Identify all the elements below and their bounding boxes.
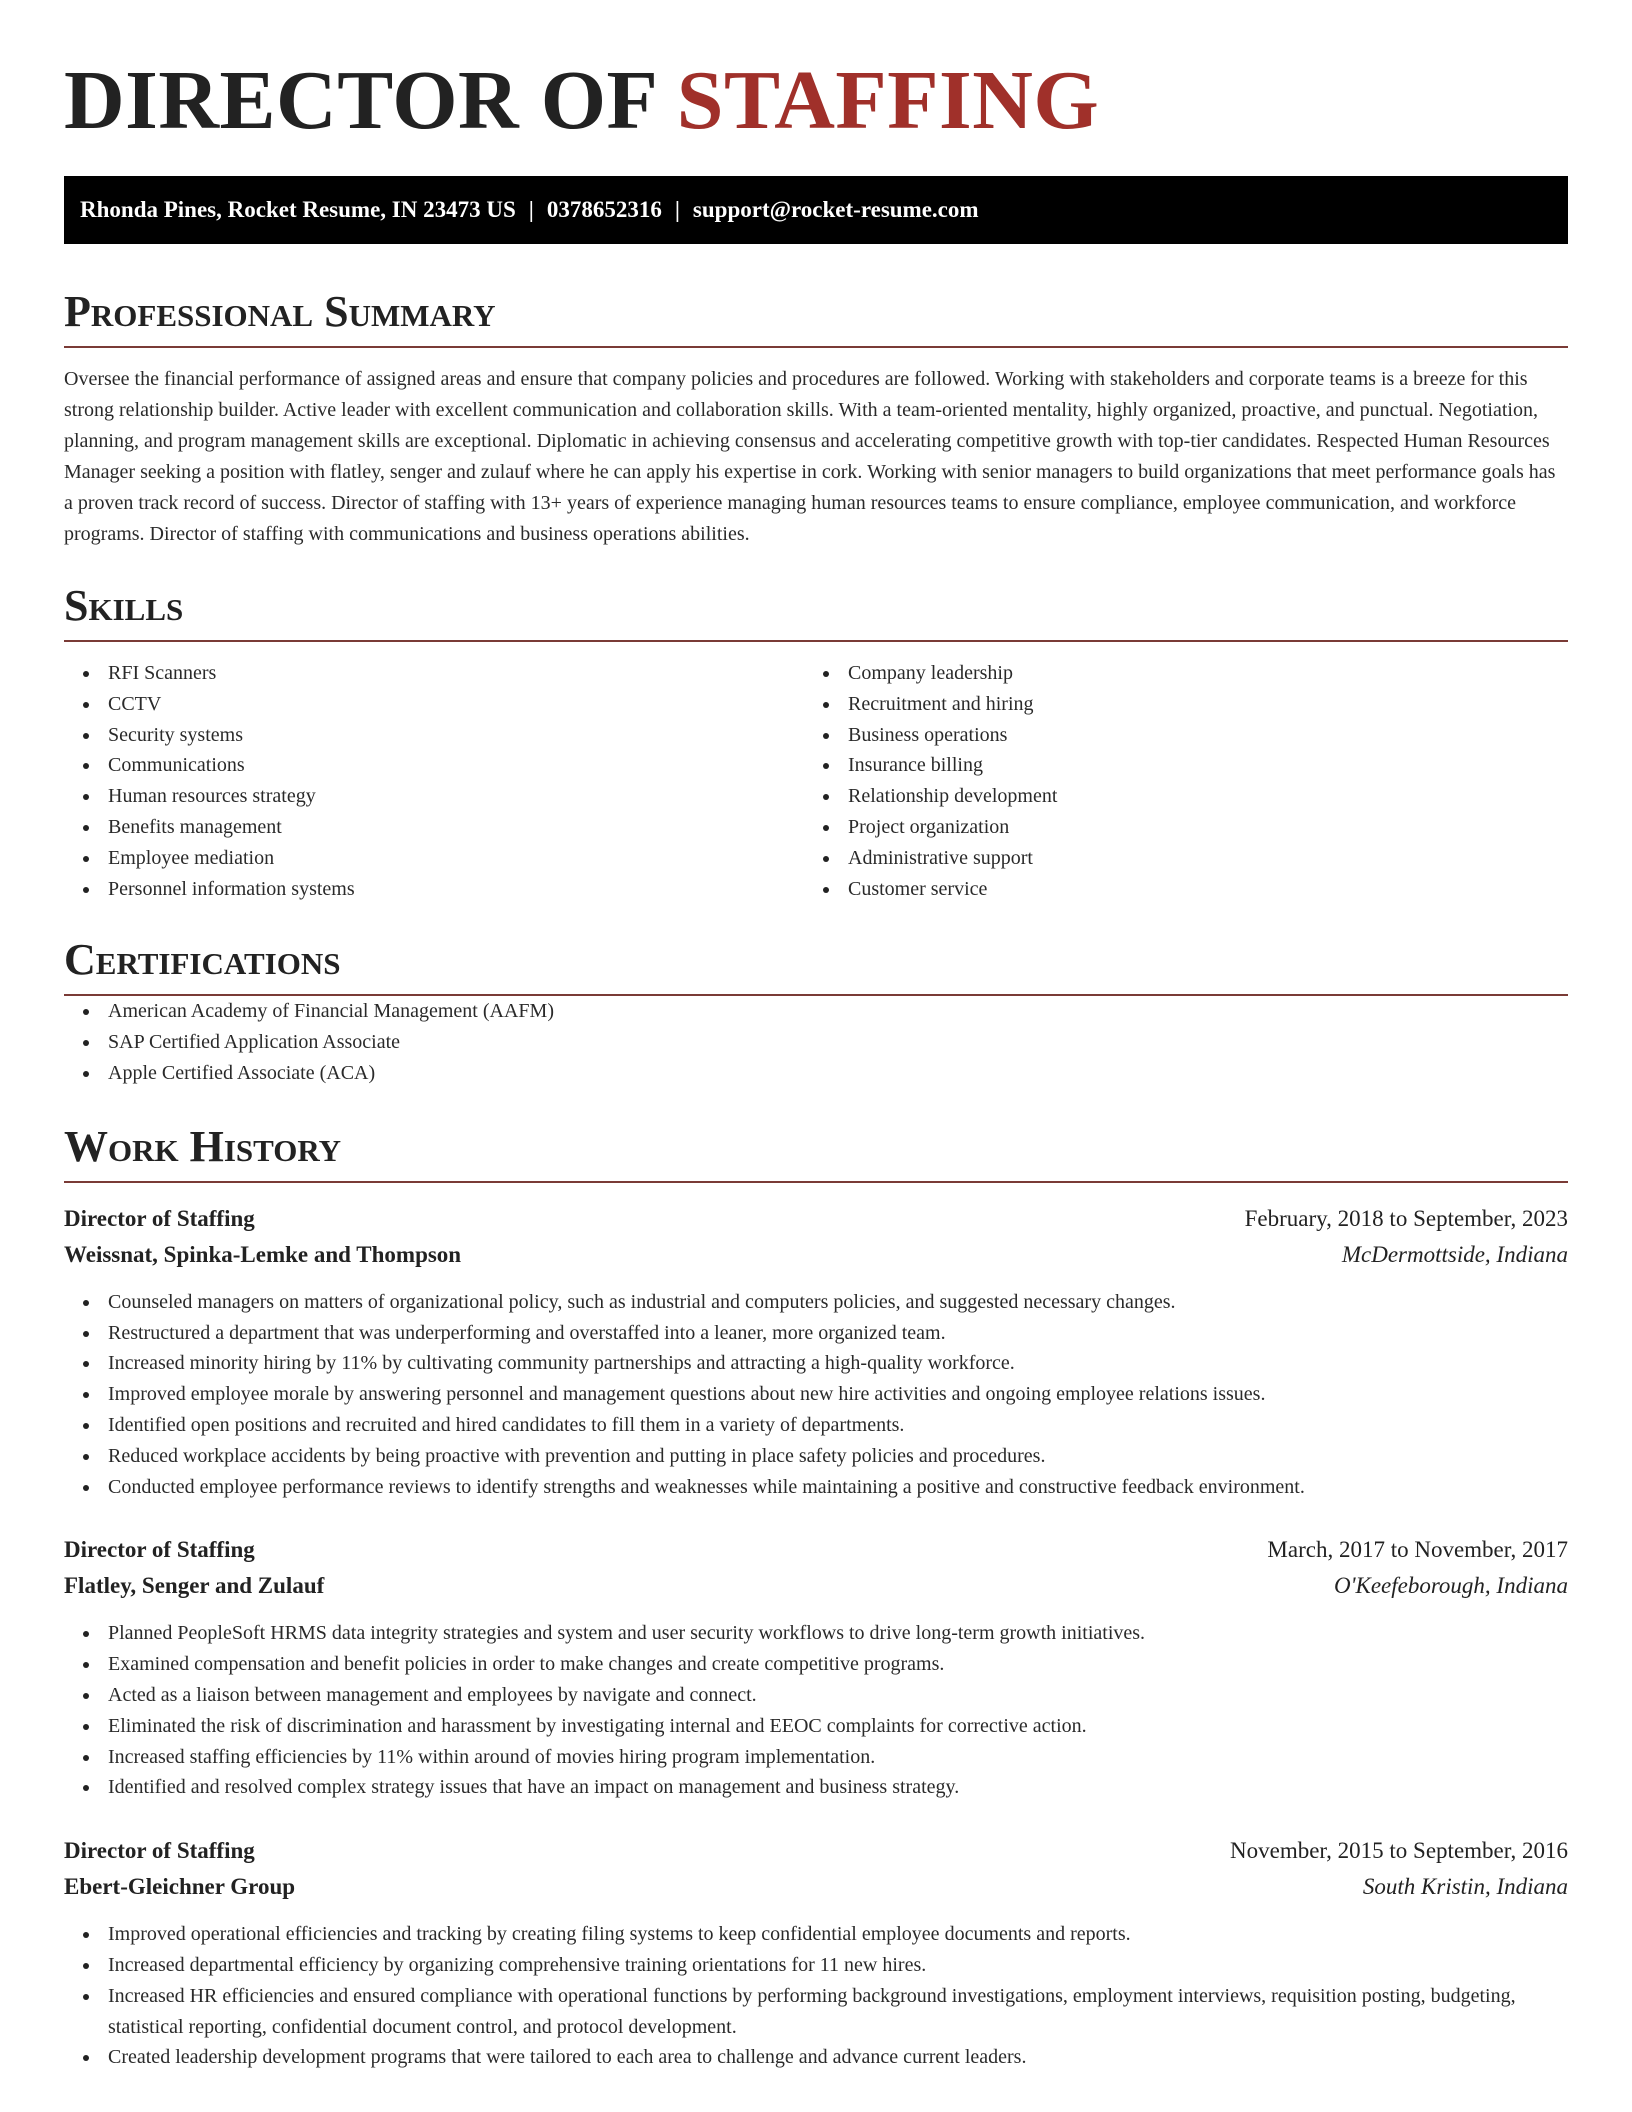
job-company: Flatley, Senger and Zulauf [64, 1573, 325, 1599]
contact-separator: | [674, 197, 680, 222]
skill-item: RFI Scanners [64, 658, 804, 689]
skill-item: Recruitment and hiring [804, 689, 1544, 720]
skill-item: Company leadership [804, 658, 1544, 689]
job-dates: February, 2018 to September, 2023 [1244, 1205, 1568, 1231]
job-company-row [64, 1869, 1568, 1905]
job-bullet: Counseled managers on matters of organizational policy, such as industrial and computers policies, and suggested necessary changes. [64, 1287, 1568, 1318]
job-location: South Kristin, Indiana [1362, 1874, 1568, 1900]
skill-item: Relationship development [804, 781, 1544, 812]
skill-item: Customer service [804, 874, 1544, 905]
job-company: Weissnat, Spinka-Lemke and Thompson [64, 1241, 462, 1267]
job-bullet: Reduced workplace accidents by being proactive with prevention and putting in place safety policies and procedures. [64, 1441, 1568, 1472]
job-bullet: Planned PeopleSoft HRMS data integrity strategies and system and user security workflows to drive long-term growth initiatives. [64, 1618, 1568, 1649]
job-title: Director of Staffing [64, 1838, 255, 1864]
certification-item: American Academy of Financial Management (AAFM) [64, 996, 1568, 1027]
job-company-row [64, 1568, 1568, 1604]
job-entry [64, 1532, 1568, 1803]
job-company: Ebert-Gleichner Group [64, 1874, 296, 1900]
job-bullets [64, 1919, 1568, 2073]
job-bullet: Improved operational efficiencies and tracking by creating filing systems to keep confidential employee documents and reports. [64, 1919, 1568, 1950]
skills-column-left [64, 658, 804, 904]
job-bullet: Conducted employee performance reviews to identify strengths and weaknesses while maintaining a positive and constructive feedback environment. [64, 1472, 1568, 1503]
job-bullet: Eliminated the risk of discrimination and harassment by investigating internal and EEOC complaints for corrective action. [64, 1711, 1568, 1742]
contact-email: support@rocket-resume.com [692, 197, 979, 222]
section-heading-summary: Professional Summary [64, 284, 1568, 348]
job-bullet: Examined compensation and benefit policies in order to make changes and create competitive programs. [64, 1649, 1568, 1680]
job-header-row [64, 1201, 1568, 1237]
resume-title [64, 0, 1568, 148]
job-bullet: Increased staffing efficiencies by 11% within around of movies hiring program implementation. [64, 1742, 1568, 1773]
job-bullet: Increased departmental efficiency by organizing comprehensive training orientations for 11 new hires. [64, 1950, 1568, 1981]
skills-list [64, 658, 1568, 904]
summary-text: Oversee the financial performance of assigned areas and ensure that company policies and procedures are followed. Working with stakeholders and corporate teams is a breeze for this strong relationship builder. Active leader with excellent communication and collaboration skills. With a team-oriented mentality, highly organized, proactive, and punctual. Negotiation, planning, and program management skills are exceptional. Diplomatic in achieving consensus and accelerating competitive growth with top-tier candidates. Respected Human Resources Manager seeking a position with flatley, senger and zulauf where he can apply his expertise in cork. Working with senior managers to build organizations that meet performance goals has a proven track record of success. Director of staffing with 13+ years of experience managing human resources teams to ensure compliance, employee communication, and workforce programs. Director of staffing with communications and business operations abilities. [64, 368, 1556, 545]
job-entry [64, 1201, 1568, 1503]
job-bullet: Identified and resolved complex strategy issues that have an impact on management and business strategy. [64, 1772, 1568, 1803]
job-entry [64, 1833, 1568, 2073]
job-bullet: Increased HR efficiencies and ensured compliance with operational functions by performing background investigations, employment interviews, requisition posting, budgeting, statistical reporting, confidential document control, and protocol development. [64, 1981, 1568, 2043]
contact-phone: 0378652316 [546, 197, 662, 222]
contact-separator: | [528, 197, 534, 222]
job-dates: March, 2017 to November, 2017 [1267, 1537, 1568, 1563]
contact-address: Rhonda Pines, Rocket Resume, IN 23473 US [80, 197, 516, 222]
job-location: O'Keefeborough, Indiana [1333, 1573, 1568, 1599]
skill-item: Business operations [804, 720, 1544, 751]
skill-item: Administrative support [804, 843, 1544, 874]
work-history-list [64, 1201, 1568, 2073]
contact-bar [64, 176, 1568, 244]
skill-item: Communications [64, 750, 804, 781]
job-bullets [64, 1618, 1568, 1803]
job-bullet: Increased minority hiring by 11% by cultivating community partnerships and attracting a high-quality workforce. [64, 1348, 1568, 1379]
job-title: Director of Staffing [64, 1537, 255, 1563]
skill-item: Human resources strategy [64, 781, 804, 812]
title-main: DIRECTOR OF [64, 54, 677, 147]
job-bullet: Acted as a liaison between management and employees by navigate and connect. [64, 1680, 1568, 1711]
section-heading-work-history: Work History [64, 1119, 1568, 1183]
skill-item: Personnel information systems [64, 874, 804, 905]
certification-item: Apple Certified Associate (ACA) [64, 1058, 1568, 1089]
job-location: McDermottside, Indiana [1341, 1241, 1568, 1267]
skill-item: Employee mediation [64, 843, 804, 874]
job-bullet: Improved employee morale by answering personnel and management questions about new hire activities and ongoing employee relations issues. [64, 1379, 1568, 1410]
job-header-row [64, 1833, 1568, 1869]
job-bullet: Identified open positions and recruited and hired candidates to fill them in a variety of departments. [64, 1410, 1568, 1441]
job-company-row [64, 1237, 1568, 1273]
skill-item: CCTV [64, 689, 804, 720]
skill-item: Project organization [804, 812, 1544, 843]
certifications-list [64, 996, 1568, 1088]
job-title: Director of Staffing [64, 1205, 255, 1231]
skills-column-right [804, 658, 1544, 904]
section-heading-certifications: Certifications [64, 932, 1568, 996]
resume-page [64, 0, 1568, 2073]
job-bullet: Created leadership development programs that were tailored to each area to challenge and advance current leaders. [64, 2042, 1568, 2073]
job-bullet: Restructured a department that was underperforming and overstaffed into a leaner, more organized team. [64, 1318, 1568, 1349]
skill-item: Security systems [64, 720, 804, 751]
certification-item: SAP Certified Application Associate [64, 1027, 1568, 1058]
job-header-row [64, 1532, 1568, 1568]
section-heading-skills: Skills [64, 578, 1568, 642]
skill-item: Benefits management [64, 812, 804, 843]
job-dates: November, 2015 to September, 2016 [1230, 1838, 1568, 1864]
job-bullets [64, 1287, 1568, 1503]
skill-item: Insurance billing [804, 750, 1544, 781]
title-accent: STAFFING [676, 54, 1100, 147]
